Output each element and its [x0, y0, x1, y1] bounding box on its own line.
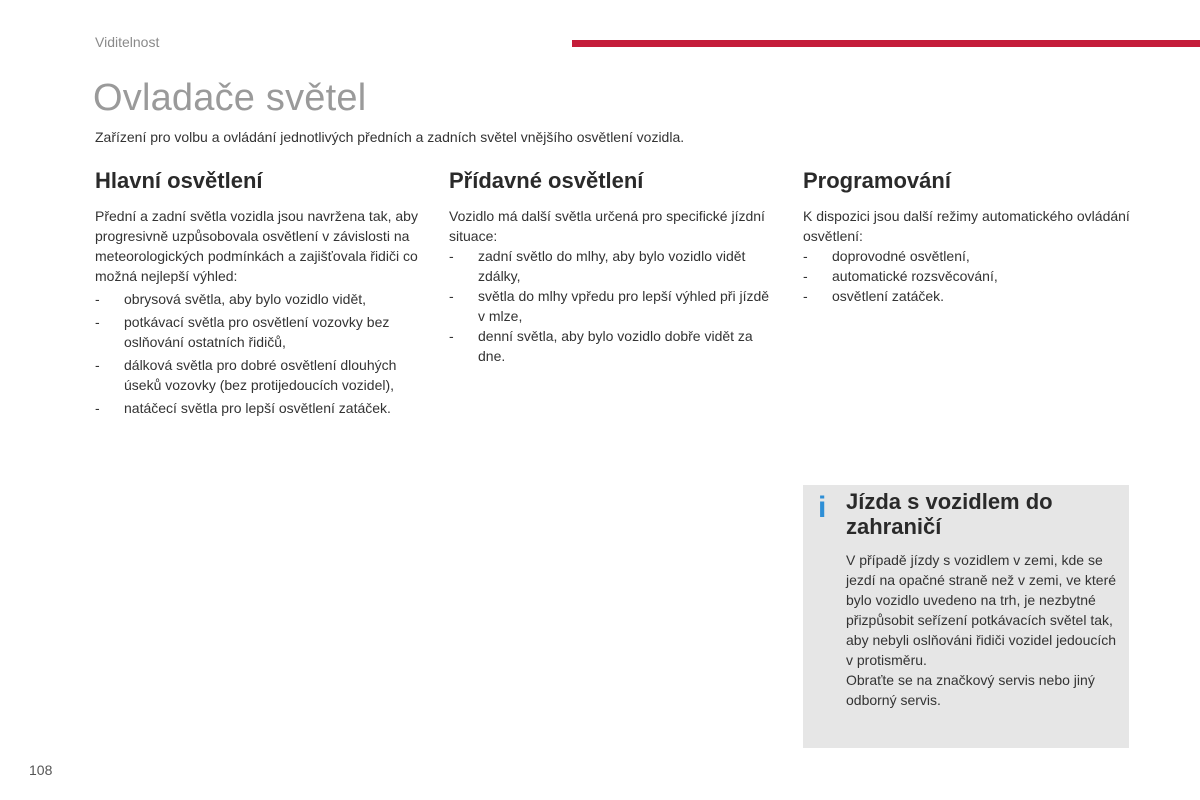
- column-text: Přední a zadní světla vozidla jsou navržena tak, aby progresivně uzpůsobovala osvětlení v závislosti na meteorologických podmínkách a zajišťovala řidiči co možná nejlepší výhled:: [95, 208, 418, 284]
- list-item: - osvětlení zatáček.: [803, 288, 945, 304]
- bullet-list: [803, 246, 1133, 306]
- bullet-dash: -: [95, 400, 100, 416]
- bullet-dash: -: [803, 268, 808, 284]
- column-text: K dispozici jsou další režimy automatického ovládání osvětlení:: [803, 208, 1130, 244]
- info-icon: i: [818, 491, 827, 524]
- bullet-dash: -: [95, 291, 100, 307]
- list-item: - potkávací světla pro osvětlení vozovky bez oslňování ostatních řidičů,: [95, 314, 390, 350]
- list-item: - dálková světla pro dobré osvětlení dlouhých úseků vozovky (bez protijedoucích vozidel),: [95, 357, 397, 393]
- column-additional-lighting: [449, 166, 779, 366]
- bullet-list: [95, 289, 425, 418]
- list-item: - doprovodné osvětlení,: [803, 248, 970, 264]
- info-box-title: Jízda s vozidlem do zahraničí: [846, 489, 1053, 539]
- bullet-dash: -: [449, 288, 454, 304]
- info-box-paragraph: Obraťte se na značkový servis nebo jiný odborný servis.: [846, 672, 1095, 708]
- list-item: - světla do mlhy vpředu pro lepší výhled při jízdě v mlze,: [449, 288, 770, 324]
- list-item: - zadní světlo do mlhy, aby bylo vozidlo vidět zdálky,: [449, 248, 746, 284]
- column-main-lighting: [95, 166, 425, 418]
- bullet-list: [449, 246, 779, 366]
- info-box-body: [846, 550, 1118, 710]
- list-item: - natáčecí světla pro lepší osvětlení zatáček.: [95, 400, 391, 416]
- bullet-dash: -: [95, 357, 100, 373]
- info-box: [803, 485, 1129, 748]
- bullet-dash: -: [95, 314, 100, 330]
- column-programming: [803, 166, 1133, 306]
- bullet-dash: -: [449, 328, 454, 344]
- page-title: Ovladače světel: [93, 77, 367, 119]
- info-box-paragraph: V případě jízdy s vozidlem v zemi, kde se jezdí na opačné straně než v zemi, ve které bylo vozidlo uvedeno na trh, je nezbytné přizpůsobit seřízení potkávacích světel tak, aby nebyli oslňováni řidiči vozidel jedoucích v protisměru.: [846, 552, 1117, 668]
- list-item: - obrysová světla, aby bylo vozidlo vidět,: [95, 291, 367, 307]
- list-item: - automatické rozsvěcování,: [803, 268, 998, 284]
- column-heading: Programování: [803, 168, 951, 193]
- bullet-dash: -: [803, 248, 808, 264]
- column-heading: Hlavní osvětlení: [95, 168, 263, 193]
- bullet-dash: -: [449, 248, 454, 264]
- bullet-dash: -: [803, 288, 808, 304]
- header-accent-bar: [572, 40, 1200, 47]
- column-text: Vozidlo má další světla určená pro specifické jízdní situace:: [449, 208, 765, 244]
- intro-text: Zařízení pro volbu a ovládání jednotlivých předních a zadních světel vnějšího osvětlení vozidla.: [95, 129, 685, 145]
- list-item: - denní světla, aby bylo vozidlo dobře vidět za dne.: [449, 328, 753, 364]
- column-heading: Přídavné osvětlení: [449, 168, 644, 193]
- page-number: 108: [29, 762, 53, 778]
- section-label: Viditelnost: [95, 34, 160, 50]
